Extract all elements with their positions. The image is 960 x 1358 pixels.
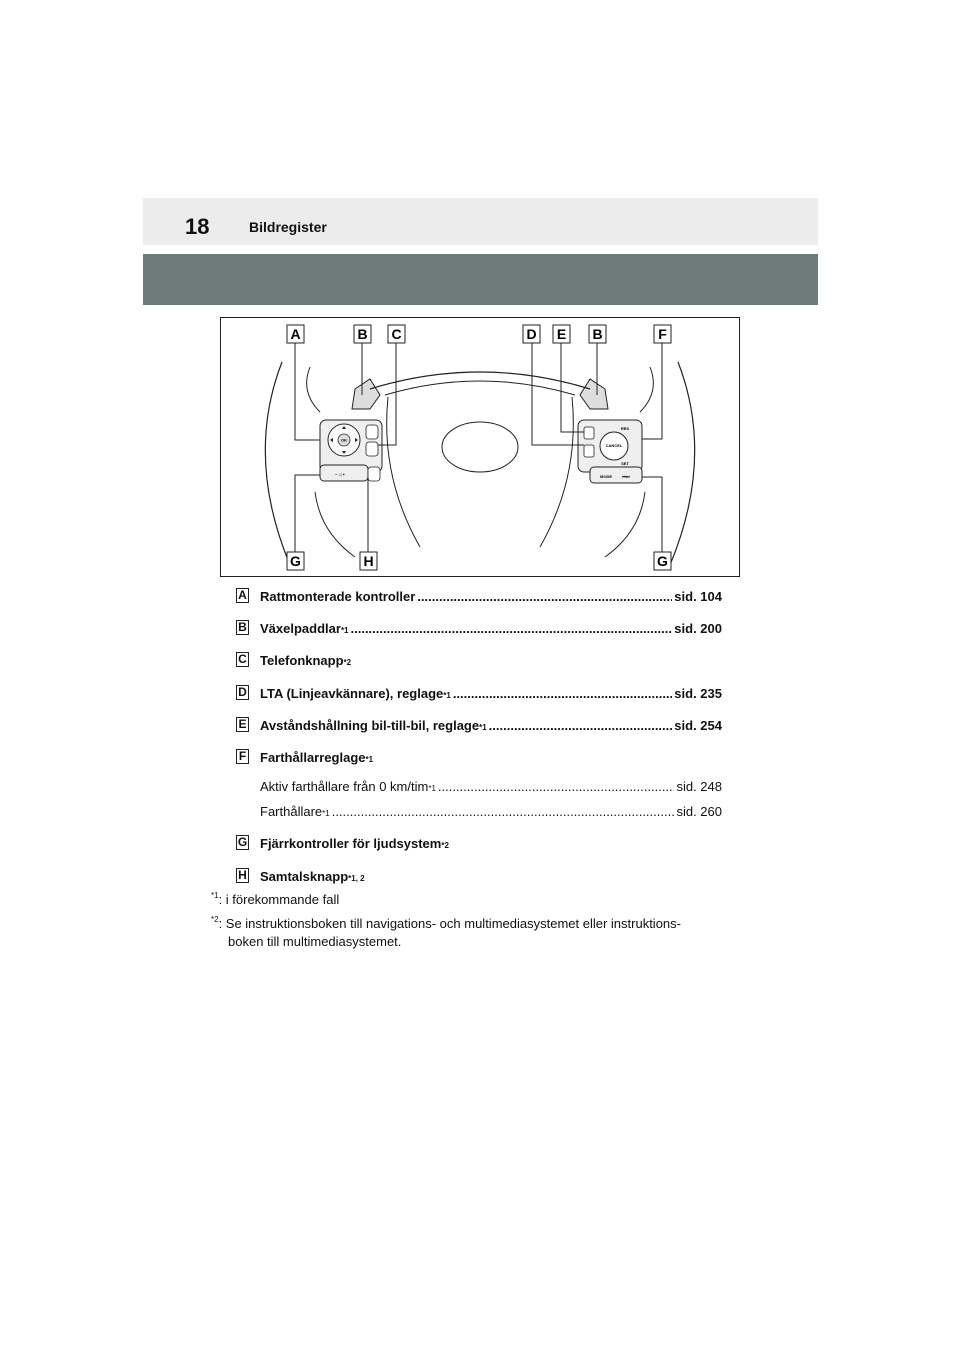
entry-page-link[interactable]: sid. 104 [674, 589, 722, 604]
svg-text:H: H [363, 553, 374, 569]
entry-letter-badge: H [236, 868, 249, 883]
sub-entry-page-link[interactable]: sid. 248 [676, 779, 722, 794]
footnote-text: : i förekommande fall [218, 892, 340, 907]
svg-text:G: G [657, 553, 668, 569]
back-button [366, 425, 378, 439]
entry-letter-badge: E [236, 717, 249, 732]
distance-button [584, 427, 594, 439]
svg-text:D: D [526, 326, 537, 342]
entry-f: F Farthållarreglage *1 [236, 749, 722, 769]
svg-text:C: C [391, 326, 402, 342]
header-bar [143, 198, 818, 245]
svg-text:SET: SET [621, 461, 629, 466]
entry-c: C Telefonknapp *2 [236, 652, 722, 672]
callout-G-bottom-right [654, 552, 671, 570]
lta-button [584, 445, 594, 457]
sub-entry-title: Aktiv farthållare från 0 km/tim [260, 779, 429, 794]
entry-title: Telefonknapp [260, 653, 344, 668]
entry-page-link[interactable]: sid. 254 [674, 718, 722, 733]
sub-entry-adaptive-cruise: Aktiv farthållare från 0 km/tim *1 ..... sid. 248 [260, 779, 722, 794]
svg-text:G: G [290, 553, 301, 569]
footnote-continuation: boken till multimediasystemet. [228, 934, 402, 949]
entry-a [236, 588, 722, 608]
svg-text:− ◁ +: − ◁ + [335, 472, 345, 477]
section-title: Bildregister [249, 219, 327, 235]
entry-h: H Samtalsknapp *1, 2 [236, 868, 722, 888]
entry-title: Farthållarreglage [260, 750, 366, 765]
footnote-text: : Se instruktionsboken till navigations- och multimediasystemet eller instruktions- [218, 916, 681, 931]
svg-text:MODE: MODE [600, 474, 612, 479]
callout-H-bottom [360, 552, 377, 570]
talk-button [368, 467, 380, 481]
svg-text:F: F [658, 326, 667, 342]
entry-letter-badge: B [236, 620, 249, 635]
entry-g: G Fjärrkontroller för ljudsystem *2 [237, 835, 449, 851]
entry-d: D LTA (Linjeavkännare), reglage *1 ..... sid. 235 [236, 685, 722, 705]
audio-mode-switch [590, 467, 642, 483]
entry-e: E Avståndshållning bil-till-bil, reglage *1 ..... sid. 254 [236, 717, 722, 737]
footnote-1 [211, 891, 751, 909]
svg-text:⏮⏭: ⏮⏭ [622, 474, 630, 479]
entry-b: B Växelpaddlar *1 ..... sid. 200 [236, 620, 722, 640]
entry-letter-badge: A [236, 588, 249, 603]
entry-letter-badge: D [236, 685, 249, 700]
footnote-mark: *1 [211, 891, 219, 900]
svg-text:RES: RES [620, 426, 630, 431]
svg-text:B: B [592, 326, 603, 342]
svg-text:E: E [556, 326, 567, 342]
steering-wheel-illustration [220, 317, 740, 577]
page-number: 18 [185, 214, 210, 239]
callout-D-top [523, 325, 540, 343]
entry-letter-badge: C [236, 652, 249, 667]
svg-text:A: A [290, 326, 301, 342]
entry-page-link[interactable]: sid. 235 [674, 686, 722, 701]
phone-button [366, 442, 378, 456]
callout-B-top-right [589, 325, 606, 343]
callout-B-top-left [354, 325, 371, 343]
entry-letter-badge: G [237, 835, 248, 849]
footnote-2 [211, 915, 751, 951]
callout-C-top [388, 325, 405, 343]
callout-A-top [287, 325, 304, 343]
entry-title: Rattmonterade kontroller [260, 589, 416, 604]
callout-F-top [654, 325, 671, 343]
svg-text:CANCEL: CANCEL [605, 443, 623, 448]
steering-wheel-figure [220, 317, 740, 577]
section-band [143, 254, 818, 305]
sub-entry-cruise: Farthållare *1 ..... sid. 260 [260, 804, 722, 819]
entry-title: Växelpaddlar [260, 621, 341, 636]
callout-E-top [553, 325, 570, 343]
entry-title: Avståndshållning bil-till-bil, reglage [260, 718, 480, 733]
entry-title: Fjärrkontroller för ljudsystem [260, 836, 442, 851]
svg-text:OK: OK [341, 437, 347, 443]
sub-entry-title: Farthållare [260, 804, 323, 819]
entry-letter-badge: F [236, 749, 249, 764]
entry-page-link[interactable]: sid. 200 [674, 621, 722, 636]
sub-entry-page-link[interactable]: sid. 260 [676, 804, 722, 819]
entry-title: Samtalsknapp [260, 869, 349, 884]
footnote-mark: *2 [211, 915, 219, 924]
callout-G-bottom-left [287, 552, 304, 570]
svg-text:B: B [357, 326, 368, 342]
entry-title: LTA (Linjeavkännare), reglage [260, 686, 444, 701]
